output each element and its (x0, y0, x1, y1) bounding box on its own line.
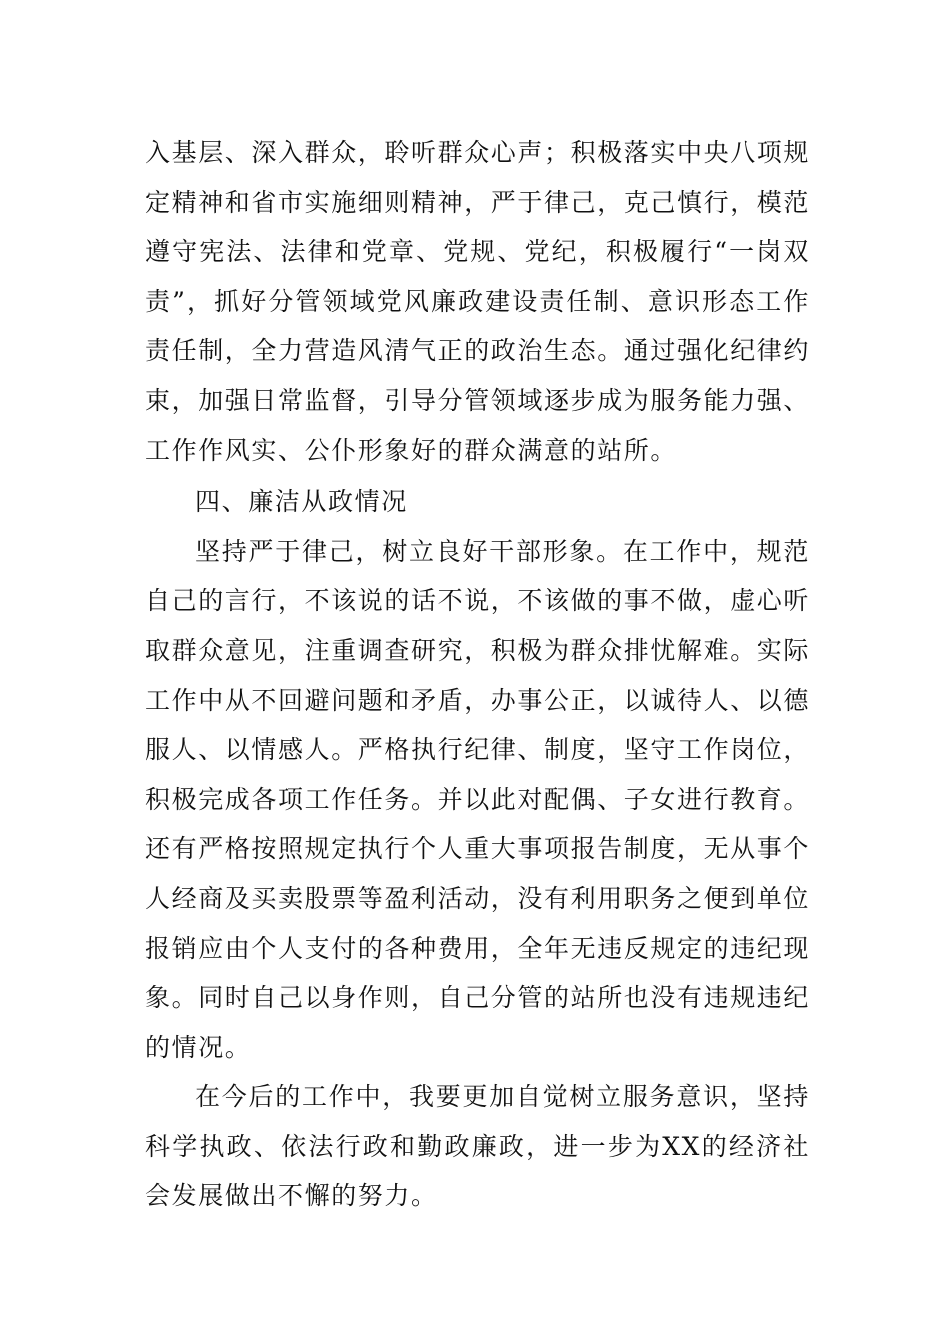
paragraph-closing: 在今后的工作中，我要更加自觉树立服务意识，坚持科学执政、依法行政和勤政廉政，进一步为XX的经济社会发展做出不懈的努力。 (145, 1082, 810, 1211)
paragraph-continuation: 入基层、深入群众，聆听群众心声；积极落实中央八项规定精神和省市实施细则精神，严于律己，克己慎行，模范遵守宪法、法律和党章、党规、党纪，积极履行“一岗双责”，抓好分管领域党风廉政建设责任制、意识形态工作责任制，全力营造风清气正的政治生态。通过强化纪律约束，加强日常监督，引导分管领域逐步成为服务能力强、工作作风实、公仆形象好的群众满意的站所。 (145, 138, 811, 465)
document-body (145, 128, 810, 1221)
paragraph-clean-governance: 坚持严于律己，树立良好干部形象。在工作中，规范自己的言行，不该说的话不说，不该做的事不做，虚心听取群众意见，注重调查研究，积极为群众排忧解难。实际工作中从不回避问题和矛盾，办事公正，以诚待人、以德服人、以情感人。严格执行纪律、制度，坚守工作岗位，积极完成各项工作任务。并以此对配偶、子女进行教育。还有严格按照规定执行个人重大事项报告制度，无从事个人经商及买卖股票等盈利活动，没有利用职务之便到单位报销应由个人支付的各种费用，全年无违反规定的违纪现象。同时自己以身作则，自己分管的站所也没有违规违纪的情况。 (145, 536, 811, 1062)
section-heading-clean-governance: 四、廉洁从政情况 (195, 487, 408, 517)
